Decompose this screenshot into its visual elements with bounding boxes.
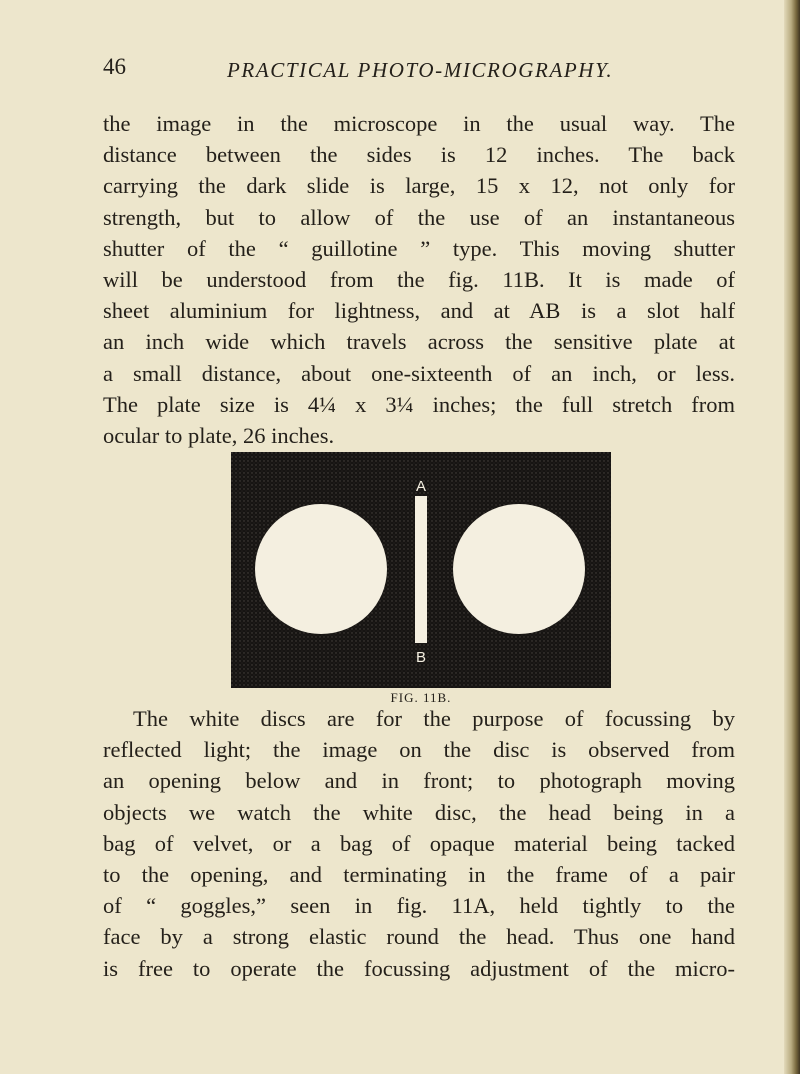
- slot-label-a: A: [415, 478, 427, 495]
- text-line: the image in the microscope in the usual way. The: [103, 111, 735, 136]
- text-line: The white discs are for the purpose of focussing by: [133, 706, 735, 731]
- page-edge-shadow: [784, 0, 800, 1074]
- running-title: PRACTICAL PHOTO-MICROGRAPHY.: [227, 58, 614, 82]
- text-line: reflected light; the image on the disc is observed from: [103, 737, 735, 763]
- text-line: bag of velvet, or a bag of opaque material being tacked: [103, 830, 735, 856]
- text-line: The plate size is 4¼ x 3¼ inches; the full stretch from: [103, 391, 735, 417]
- text-line: objects we watch the white disc, the head being in a: [103, 799, 735, 825]
- text-line: an inch wide which travels across the sensitive plate at: [103, 329, 735, 355]
- figure-caption: FIG. 11B.: [390, 690, 452, 705]
- text-line: face by a strong elastic round the head. Thus one hand: [103, 924, 735, 950]
- right-white-disc: [453, 504, 585, 634]
- text-line: to the opening, and terminating in the frame of a pair: [103, 861, 735, 887]
- figure-guillotine-shutter: [231, 452, 611, 688]
- text-line: will be understood from the fig. 11B. It is made of: [103, 266, 735, 292]
- text-line: shutter of the “ guillotine ” type. This moving shutter: [103, 235, 735, 261]
- shutter-illustration: [231, 452, 611, 688]
- text-line: an opening below and in front; to photograph moving: [103, 768, 735, 794]
- text-line: ocular to plate, 26 inches.: [103, 422, 335, 448]
- paragraph-shutter-description: [103, 108, 735, 451]
- paragraph-focussing: [103, 703, 735, 984]
- page-number: 46: [103, 54, 126, 79]
- slot-ab: [415, 496, 427, 643]
- text-line: strength, but to allow of the use of an instantaneous: [103, 204, 735, 230]
- text-line: distance between the sides is 12 inches. The back: [103, 142, 735, 168]
- left-white-disc: [255, 504, 387, 634]
- text-line: of “ goggles,” seen in fig. 11A, held tightly to the: [103, 893, 735, 919]
- text-line: sheet aluminium for lightness, and at AB is a slot half: [103, 298, 735, 324]
- slot-label-b: B: [415, 649, 427, 666]
- text-line: is free to operate the focussing adjustment of the micro-: [103, 955, 735, 981]
- text-line: a small distance, about one-sixteenth of an inch, or less.: [103, 360, 735, 386]
- text-line: carrying the dark slide is large, 15 x 12, not only for: [103, 173, 735, 199]
